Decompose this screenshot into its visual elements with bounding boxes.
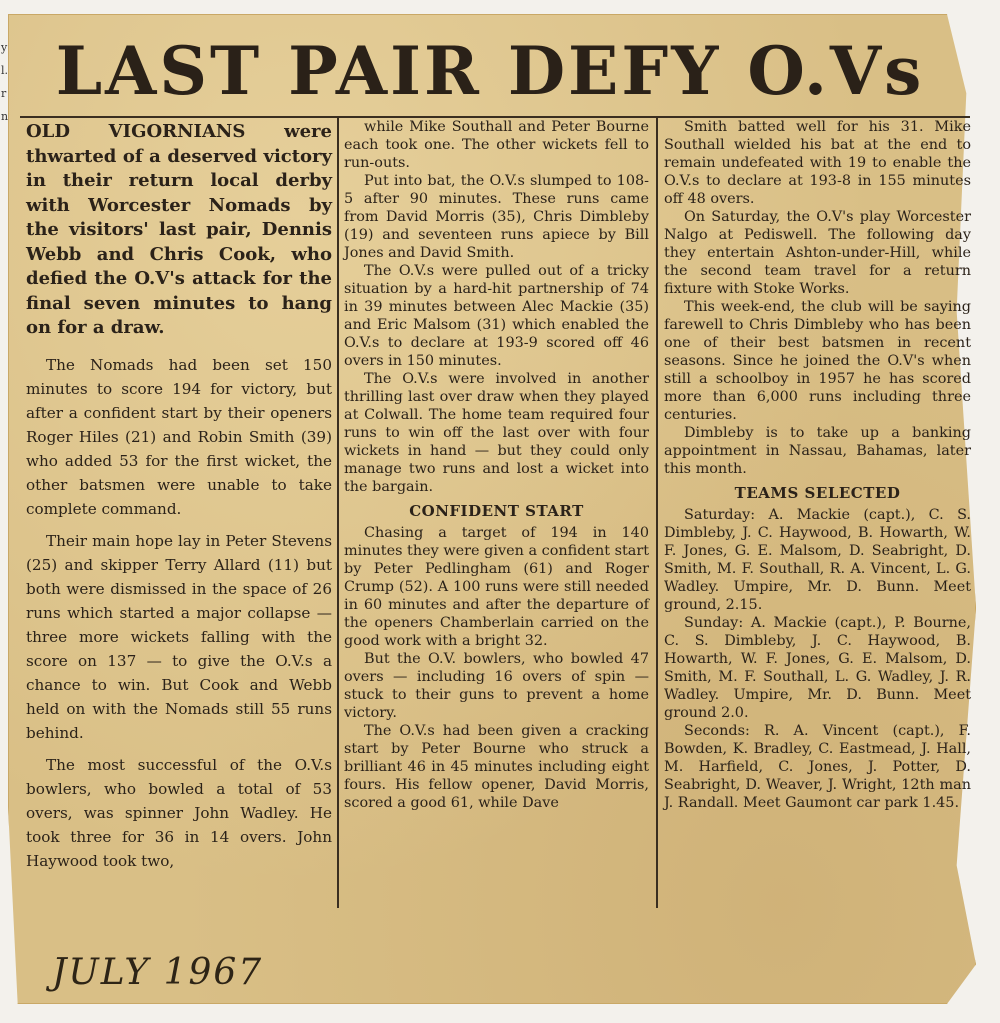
margin-mark: y [1,41,8,54]
margin-mark: l. [1,64,9,77]
article-paragraph: This week-end, the club will be saying farewell to Chris Dimbleby who has been one of their best batsmen in recent seasons. Since he joined the O.V's when still a schoolboy in 1957 he has scored more than 6,000 runs including three centuries. [664,299,971,423]
article-paragraph: But the O.V. bowlers, who bowled 47 overs — including 16 overs of spin — stuck to their guns to prevent a home victory. [344,651,649,721]
article-paragraph: while Mike Southall and Peter Bourne each took one. The other wickets fell to run-outs. [344,119,649,171]
article-paragraph: The most successful of the O.V.s bowlers, who bowled a total of 53 overs, was spinner John Wadley. He took three for 36 in 14 overs. John Haywood took two, [26,755,332,870]
subheading: TEAMS SELECTED [734,484,901,502]
article-paragraph: The Nomads had been set 150 minutes to score 194 for victory, but after a confident start by their openers Roger Hiles (21) and Robin Smith (39) who added 53 for the first wicket, the other batsmen were unable to take complete command. [26,355,332,518]
article-paragraph: Their main hope lay in Peter Stevens (25) and skipper Terry Allard (11) but both were dismissed in the space of 26 runs which started a major collapse — three more wickets falling with the score on 137 — to give the O.V.s a chance to win. But Cook and Webb held on with the Nomads still 55 runs behind. [26,531,332,742]
article-paragraph: Put into bat, the O.V.s slumped to 108-5 after 90 minutes. These runs came from David Morris (35), Chris Dimbleby (19) and seventeen runs apiece by Bill Jones and David Smith. [344,173,649,261]
lede-paragraph: OLD VIGORNIANS were thwarted of a deserved victory in their return local derby with Worcester Nomads by the visitors' last pair, Dennis Webb and Chris Cook, who defied the O.V's attack for the final seven minutes to hang on for a draw. [26,121,332,338]
margin-marks [1,36,11,128]
article-column-2 [344,118,649,812]
article-paragraph: Chasing a target of 194 in 140 minutes they were given a confident start by Peter Pedlingham (61) and Roger Crump (52). A 100 runs were still needed in 60 minutes and after the departure of the openers Chamberlain carried on the good work with a bright 32. [344,525,649,649]
margin-mark: n [1,110,9,123]
subheading: CONFIDENT START [409,502,584,520]
article-paragraph: The O.V.s were pulled out of a tricky situation by a hard-hit partnership of 74 in 39 minutes between Alec Mackie (35) and Eric Malsom (31) which enabled the O.V.s to declare at 193-9 scored off 46 overs in 150 minutes. [344,263,649,369]
article-paragraph: The O.V.s had been given a cracking start by Peter Bourne who struck a brilliant 46 in 45 minutes including eight fours. His fellow opener, David Morris, scored a good 61, while Dave [344,723,649,811]
team-list-paragraph: Saturday: A. Mackie (capt.), C. S. Dimbleby, J. C. Haywood, B. Howarth, W. F. Jones, G. E. Malsom, D. Seabright, D. Smith, M. F. Southall, R. A. Vincent, L. G. Wadley. Umpire, Mr. D. Bunn. Meet ground, 2.15. [664,507,971,613]
team-list-paragraph: Seconds: R. A. Vincent (capt.), F. Bowden, K. Bradley, C. Eastmead, J. Hall, M. Harfield, C. Jones, J. Potter, D. Seabright, D. Weaver, J. Wright, 12th man J. Randall. Meet Gaumont car park 1.45. [664,723,971,811]
margin-mark: r [1,87,7,100]
article-paragraph: Smith batted well for his 31. Mike Southall wielded his bat at the end to remain undefeated with 19 to enable the O.V.s to declare at 193-8 in 155 minutes off 48 overs. [664,119,971,207]
headline: LAST PAIR DEFY O.Vs [55,32,925,110]
column-rule-1 [337,118,339,908]
article-paragraph: The O.V.s were involved in another thrilling last over draw when they played at Colwall. The home team required four runs to win off the last over with four wickets in hand — but they could only manage two runs and lost a wicket into the bargain. [344,371,649,495]
column-rule-2 [656,118,658,908]
article-paragraph: Dimbleby is to take up a banking appointment in Nassau, Bahamas, later this month. [664,425,971,477]
handwritten-date: JULY 1967 [52,952,264,993]
article-column-1 [26,120,332,881]
article-column-3 [664,118,971,812]
team-list-paragraph: Sunday: A. Mackie (capt.), P. Bourne, C. S. Dimbleby, J. C. Haywood, B. Howarth, W. F. Jones, G. E. Malsom, D. Smith, M. F. Southall, L. G. Wadley, J. R. Wadley. Umpire, Mr. D. Bunn. Meet ground 2.0. [664,615,971,721]
article-paragraph: On Saturday, the O.V's play Worcester Nalgo at Pediswell. The following day they entertain Ashton-under-Hill, while the second team travel for a return fixture with Stoke Works. [664,209,971,297]
